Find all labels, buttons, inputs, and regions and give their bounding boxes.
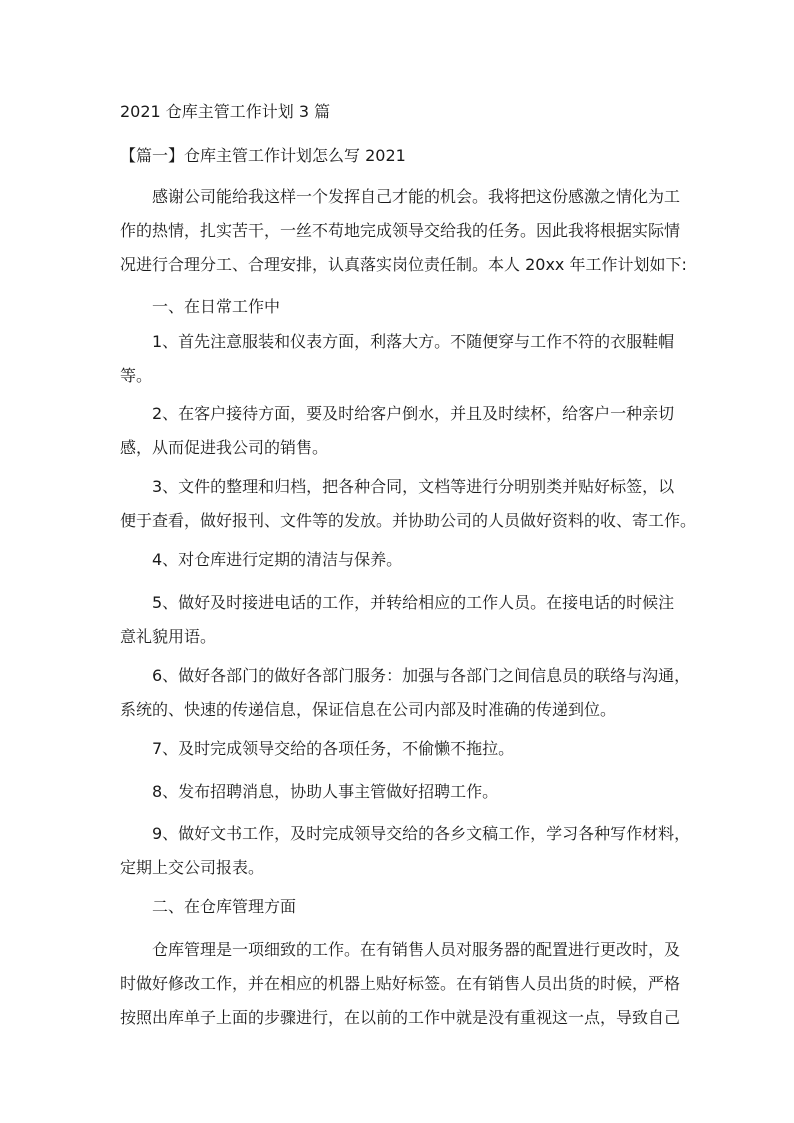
- list-item-9: [120, 817, 691, 885]
- paragraph-line: 况进行合理分工、合理安排，认真落实岗位责任制。本人 20xx 年工作计划如下:: [120, 255, 687, 274]
- paragraph-line: 系统的、快速的传递信息，保证信息在公司内部及时准确的传递到位。: [120, 700, 617, 719]
- section-heading: 【篇一】仓库主管工作计划怎么写 2021: [120, 146, 406, 165]
- list-item-3: [120, 470, 697, 538]
- paragraph-line: 意礼貌用语。: [120, 627, 217, 646]
- list-item-2: [120, 397, 676, 465]
- paragraph-line: 2、在客户接待方面，要及时给客户倒水，并且及时续杯，给客户一种亲切: [152, 404, 675, 423]
- paragraph-line: 感，从而促进我公司的销售。: [120, 438, 329, 457]
- paragraph-line: 一、在日常工作中: [152, 297, 281, 316]
- paragraph-warehouse: [120, 933, 681, 1035]
- paragraph-line: 二、在仓库管理方面: [152, 897, 297, 916]
- list-item-8: [120, 775, 676, 809]
- paragraph-line: 9、做好文书工作，及时完成领导交给的各乡文稿工作，学习各种写作材料，: [152, 824, 691, 843]
- paragraph-line: 感谢公司能给我这样一个发挥自己才能的机会。我将把这份感激之情化为工: [152, 187, 681, 206]
- paragraph-line: 8、发布招聘消息，协助人事主管做好招聘工作。: [152, 782, 499, 801]
- paragraph-line: 6、做好各部门的做好各部门服务：加强与各部门之间信息员的联络与沟通，: [152, 666, 691, 685]
- list-item-1: [120, 325, 676, 393]
- paragraph-line: 7、及时完成领导交给的各项任务，不偷懒不拖拉。: [152, 739, 515, 758]
- paragraph-intro: [120, 180, 687, 282]
- list-item-5: [120, 586, 676, 654]
- paragraph-line: 5、做好及时接进电话的工作，并转给相应的工作人员。在接电话的时候注: [152, 593, 675, 612]
- paragraph-line: 作的热情，扎实苦干，一丝不苟地完成领导交给我的任务。因此我将根据实际情: [120, 221, 681, 240]
- list-item-4: [120, 543, 676, 577]
- paragraph-line: 等。: [120, 366, 153, 385]
- subheading-daily-work: [120, 290, 676, 324]
- document-title: 2021 仓库主管工作计划 3 篇: [120, 102, 331, 121]
- paragraph-line: 时做好修改工作，并在相应的机器上贴好标签。在有销售人员出货的时候，严格: [120, 974, 681, 993]
- paragraph-line: 4、对仓库进行定期的清洁与保养。: [152, 550, 403, 569]
- list-item-6: [120, 659, 691, 727]
- paragraph-line: 3、文件的整理和归档，把各种合同，文档等进行分明别类并贴好标签，以: [152, 477, 675, 496]
- paragraph-line: 1、首先注意服装和仪表方面，利落大方。不随便穿与工作不符的衣服鞋帽: [152, 332, 675, 351]
- paragraph-line: 仓库管理是一项细致的工作。在有销售人员对服务器的配置进行更改时，及: [152, 940, 681, 959]
- paragraph-line: 定期上交公司报表。: [120, 858, 265, 877]
- paragraph-line: 便于查看，做好报刊、文件等的发放。并协助公司的人员做好资料的收、寄工作。: [120, 511, 697, 530]
- subheading-warehouse: [120, 890, 676, 924]
- paragraph-line: 按照出库单子上面的步骤进行，在以前的工作中就是没有重视这一点，导致自己: [120, 1008, 681, 1027]
- list-item-7: [120, 732, 676, 766]
